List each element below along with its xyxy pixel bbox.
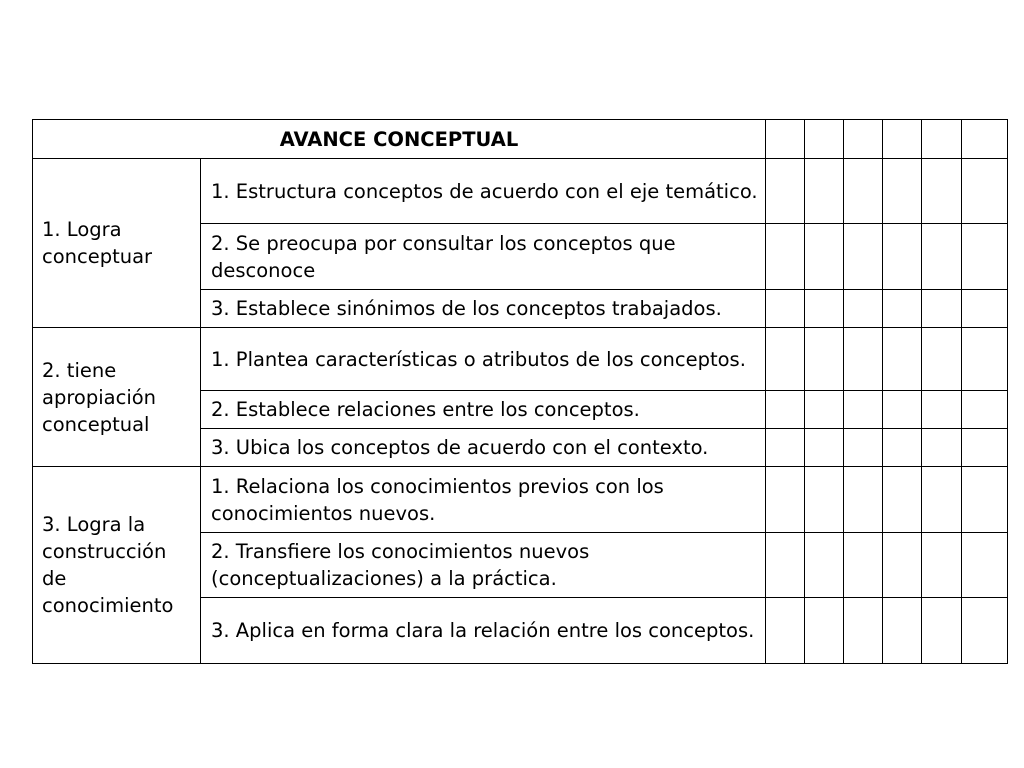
check-cell[interactable]: [962, 598, 1008, 664]
group-label: 1. Logra conceptuar: [33, 159, 201, 328]
check-cell[interactable]: [883, 429, 922, 467]
check-cell[interactable]: [805, 224, 844, 290]
check-cell[interactable]: [766, 120, 805, 159]
check-cell[interactable]: [962, 120, 1008, 159]
criterion-text: 2. Se preocupa por consultar los conceptos que desconoce: [201, 224, 766, 290]
check-cell[interactable]: [805, 429, 844, 467]
criterion-text: 2. Transfiere los conocimientos nuevos (conceptualizaciones) a la práctica.: [201, 533, 766, 598]
evaluation-rubric-table: [32, 119, 1008, 664]
criterion-text: 2. Establece relaciones entre los conceptos.: [201, 391, 766, 429]
check-cell[interactable]: [805, 328, 844, 391]
title-row: [33, 120, 1008, 159]
check-cell[interactable]: [883, 120, 922, 159]
check-cell[interactable]: [962, 328, 1008, 391]
check-cell[interactable]: [766, 224, 805, 290]
criterion-text: 3. Aplica en forma clara la relación entre los conceptos.: [201, 598, 766, 664]
group-label: 2. tiene apropiación conceptual: [33, 328, 201, 467]
criterion-text: 1. Relaciona los conocimientos previos con los conocimientos nuevos.: [201, 467, 766, 533]
check-cell[interactable]: [844, 598, 883, 664]
check-cell[interactable]: [883, 598, 922, 664]
table-title: AVANCE CONCEPTUAL: [33, 120, 766, 159]
check-cell[interactable]: [922, 120, 962, 159]
check-cell[interactable]: [922, 391, 962, 429]
check-cell[interactable]: [766, 467, 805, 533]
check-cell[interactable]: [844, 290, 883, 328]
check-cell[interactable]: [962, 391, 1008, 429]
group-label: 3. Logra la construcción de conocimiento: [33, 467, 201, 664]
check-cell[interactable]: [922, 224, 962, 290]
check-cell[interactable]: [883, 290, 922, 328]
criterion-row: [33, 328, 1008, 391]
check-cell[interactable]: [844, 429, 883, 467]
check-cell[interactable]: [883, 391, 922, 429]
check-cell[interactable]: [922, 429, 962, 467]
check-cell[interactable]: [962, 533, 1008, 598]
criterion-row: [33, 467, 1008, 533]
check-cell[interactable]: [922, 467, 962, 533]
criterion-row: [33, 159, 1008, 224]
check-cell[interactable]: [766, 533, 805, 598]
check-cell[interactable]: [883, 467, 922, 533]
check-cell[interactable]: [844, 391, 883, 429]
check-cell[interactable]: [962, 159, 1008, 224]
check-cell[interactable]: [766, 328, 805, 391]
check-cell[interactable]: [766, 391, 805, 429]
check-cell[interactable]: [922, 290, 962, 328]
check-cell[interactable]: [805, 467, 844, 533]
check-cell[interactable]: [844, 224, 883, 290]
check-cell[interactable]: [766, 598, 805, 664]
check-cell[interactable]: [766, 159, 805, 224]
criterion-text: 1. Estructura conceptos de acuerdo con el eje temático.: [201, 159, 766, 224]
check-cell[interactable]: [962, 290, 1008, 328]
check-cell[interactable]: [922, 598, 962, 664]
check-cell[interactable]: [922, 159, 962, 224]
check-cell[interactable]: [883, 533, 922, 598]
criterion-text: 3. Ubica los conceptos de acuerdo con el contexto.: [201, 429, 766, 467]
check-cell[interactable]: [805, 533, 844, 598]
check-cell[interactable]: [805, 159, 844, 224]
check-cell[interactable]: [844, 120, 883, 159]
check-cell[interactable]: [844, 533, 883, 598]
check-cell[interactable]: [844, 467, 883, 533]
check-cell[interactable]: [962, 429, 1008, 467]
check-cell[interactable]: [883, 224, 922, 290]
check-cell[interactable]: [805, 290, 844, 328]
check-cell[interactable]: [962, 467, 1008, 533]
criterion-text: 3. Establece sinónimos de los conceptos trabajados.: [201, 290, 766, 328]
check-cell[interactable]: [805, 598, 844, 664]
criterion-text: 1. Plantea características o atributos de los conceptos.: [201, 328, 766, 391]
check-cell[interactable]: [844, 159, 883, 224]
check-cell[interactable]: [766, 290, 805, 328]
check-cell[interactable]: [922, 533, 962, 598]
check-cell[interactable]: [805, 391, 844, 429]
check-cell[interactable]: [883, 328, 922, 391]
check-cell[interactable]: [766, 429, 805, 467]
check-cell[interactable]: [844, 328, 883, 391]
check-cell[interactable]: [883, 159, 922, 224]
check-cell[interactable]: [805, 120, 844, 159]
check-cell[interactable]: [962, 224, 1008, 290]
check-cell[interactable]: [922, 328, 962, 391]
